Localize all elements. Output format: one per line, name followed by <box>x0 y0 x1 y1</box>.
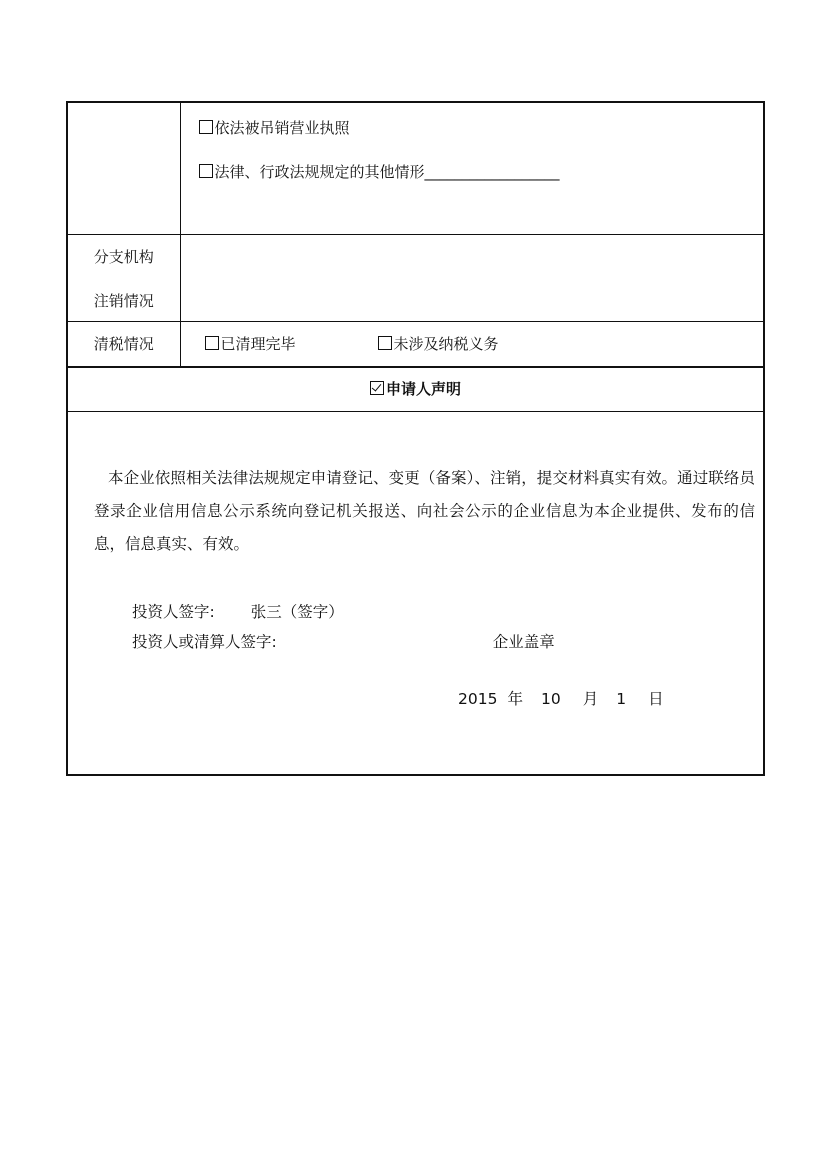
signature-block <box>68 597 763 657</box>
declaration-body-row <box>67 412 764 776</box>
option-revoked-label: 依法被吊销营业执照 <box>214 119 350 137</box>
date-day-unit: 日 <box>648 690 664 708</box>
checkbox-revoked-license[interactable] <box>199 120 213 134</box>
declaration-header-cell <box>67 367 764 412</box>
branch-label-line2: 注销情况 <box>93 292 154 310</box>
date-year: 2015 <box>458 690 498 708</box>
checkbox-other-circumstances[interactable] <box>199 164 213 178</box>
option-tax-cleared-label: 已清理完毕 <box>220 335 296 353</box>
declaration-paragraph: 本企业依照相关法律法规规定申请登记、变更（备案）、注销，提交材料真实有效。通过联络员登录企业信用信息公示系统向登记机关报送、向社会公示的企业信息为本企业提供、发布的信息，信息真实、有效。 <box>94 469 755 553</box>
checkbox-tax-cleared[interactable] <box>205 336 219 350</box>
company-seal-label: 企业盖章 <box>492 633 555 651</box>
branch-cancellation-value[interactable] <box>180 235 764 322</box>
option-other-label: 法律、行政法规规定的其他情形__________________ <box>214 163 560 181</box>
option-tax-not-involved-label: 未涉及纳税义务 <box>393 335 499 353</box>
checkbox-tax-not-involved[interactable] <box>378 336 392 350</box>
checkbox-declaration-checked[interactable] <box>370 381 384 395</box>
option-tax-not-involved[interactable] <box>378 335 499 353</box>
declaration-header-title: 申请人声明 <box>385 380 461 398</box>
deregistration-form-table <box>66 101 765 776</box>
investor-signature-line <box>132 597 763 627</box>
tax-clearance-options-cell <box>180 322 764 368</box>
investor-sign-value[interactable]: 张三（签字） <box>250 603 344 621</box>
tax-clearance-label: 清税情况 <box>93 335 154 353</box>
declaration-date <box>68 687 763 709</box>
tax-clearance-label-cell <box>67 322 180 368</box>
option-other-circumstances[interactable] <box>181 161 764 183</box>
date-year-unit: 年 <box>507 690 523 708</box>
date-day: 1 <box>616 690 627 708</box>
liquidator-signature-line <box>132 627 763 657</box>
branch-cancellation-label-cell <box>67 235 180 322</box>
option-revoked-license[interactable] <box>181 117 764 139</box>
investor-sign-label: 投资人签字: <box>132 603 215 621</box>
cancellation-reasons-row <box>67 102 764 235</box>
option-tax-cleared[interactable] <box>205 335 296 353</box>
declaration-body-cell <box>67 412 764 776</box>
cancellation-reasons-label-cell <box>67 102 180 235</box>
tax-clearance-row <box>67 322 764 368</box>
branch-label-line1: 分支机构 <box>93 248 154 266</box>
declaration-header-row <box>67 367 764 412</box>
branch-cancellation-row <box>67 235 764 322</box>
date-month: 10 <box>540 690 561 708</box>
liquidator-sign-label: 投资人或清算人签字: <box>132 633 277 651</box>
date-month-unit: 月 <box>582 690 599 708</box>
cancellation-reasons-cell <box>180 102 764 235</box>
